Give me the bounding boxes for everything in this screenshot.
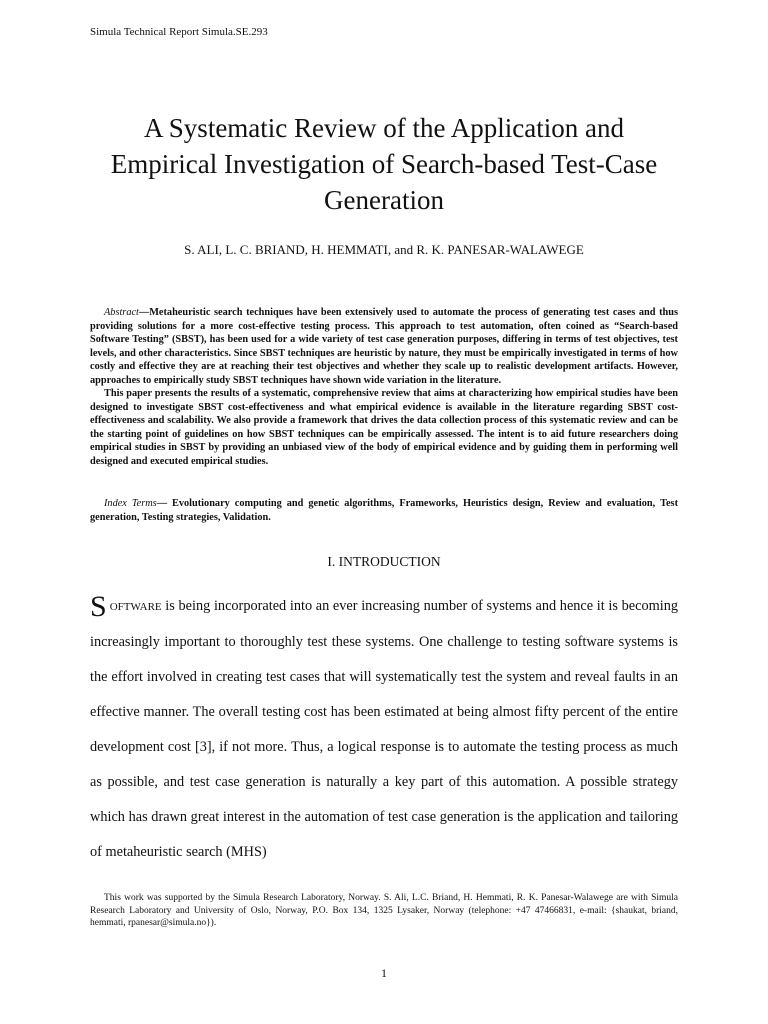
intro-text: is being incorporated into an ever increasing number of systems and hence it is becoming increasingly important to thoroughly test these systems. One challenge to testing software systems is the effort involved in creating test cases that will systematically test the system and reveal faults in an effective manner. The overall testing cost has been estimated at being almost fifty percent of the entire development cost [3], if not more. Thus, a logical response is to automate the testing process as much as possible, and test case generation is naturally a key part of this automation. A possible strategy which has drawn great interest in the automation of test case generation is the application and tailoring of metaheuristic search (MHS) <box>90 598 678 860</box>
abstract-paragraph-1 <box>90 306 678 387</box>
abstract-text-1: —Metaheuristic search techniques have been extensively used to automate the process of generating test cases and thus providing solutions for a more cost-effective testing process. This approach to test automation, often coined as “Search-based Software Testing” (SBST), has been used for a wide variety of test case generation purposes, differing in terms of test objectives, test levels, and other characteristics. Since SBST techniques are heuristic by nature, they must be empirically investigated in terms of how costly and effective they are at reaching their test objectives and whether they scale up to realistic development artifacts. However, approaches to empirically study SBST techniques have shown wide variation in the literature. <box>90 307 678 386</box>
drop-cap: S <box>90 590 107 623</box>
author-list: S. ALI, L. C. BRIAND, H. HEMMATI, and R. K. PANESAR-WALAWEGE <box>184 242 584 257</box>
section-heading-introduction: I. INTRODUCTION <box>327 554 441 569</box>
abstract-paragraph-2: This paper presents the results of a systematic, comprehensive review that aims at characterizing how empirical studies have been designed to investigate SBST cost-effectiveness and what empirical evidence is available in the literature regarding SBST cost-effectiveness and scalability. We also provide a framework that drives the data collection process of this systematic review and can be the starting point of guidelines on how SBST techniques can be empirically assessed. The intent is to aid future researchers doing empirical studies in SBST by providing an unbiased view of the body of empirical evidence and by guiding them in performing well designed and executed empirical studies. <box>90 388 678 467</box>
abstract-label: Abstract <box>104 307 139 318</box>
introduction-paragraph <box>90 589 678 870</box>
index-terms-text: — Evolutionary computing and genetic algorithms, Frameworks, Heuristics design, Review and evaluation, Test generation, Testing strategies, Validation. <box>90 498 678 523</box>
index-terms <box>90 497 678 525</box>
paper-title: A Systematic Review of the Application and Empirical Investigation of Search-based Test-Case Generation <box>110 113 658 215</box>
abstract <box>90 306 678 468</box>
footnote: This work was supported by the Simula Research Laboratory, Norway. S. Ali, L.C. Briand, H. Hemmati, R. K. Panesar-Walawege are with Simula Research Laboratory and University of Oslo, Norway, P.O. Box 134, 1325 Lysaker, Norway (telephone: +47 47466831, e-mail: {shaukat, briand, hemmati, rpanesar@simula.no}). <box>90 893 678 928</box>
page-number: 1 <box>381 966 387 980</box>
running-header: Simula Technical Report Simula.SE.293 <box>90 26 268 38</box>
index-terms-label: Index Terms <box>104 498 157 509</box>
intro-smallcaps: OFTWARE <box>109 601 162 613</box>
